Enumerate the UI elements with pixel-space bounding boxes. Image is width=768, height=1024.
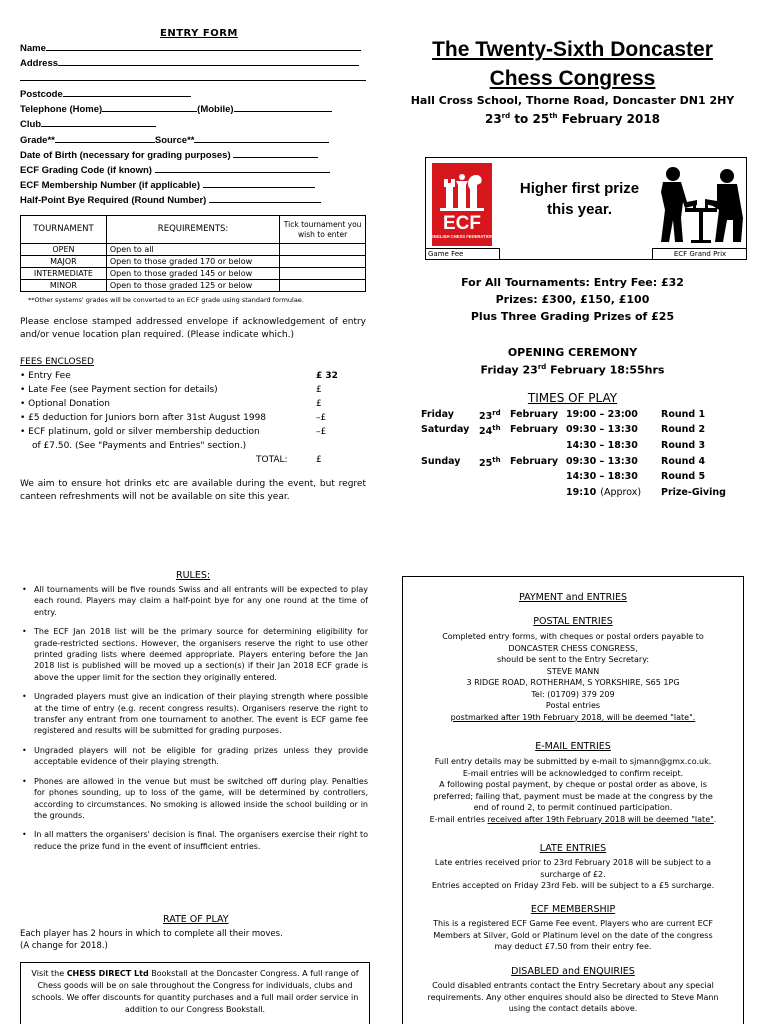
table-header: REQUIREMENTS: [106, 216, 279, 244]
address-field[interactable]: Address [20, 57, 359, 69]
rule-item: • All tournaments will be five rounds Swiss and all entrants will be expected to play each round. Players may claim a half-point bye for any one round at the time of entry. [20, 584, 368, 618]
table-row: MAJOR Open to those graded 170 or below [21, 256, 366, 268]
schedule-round: Round 4 [661, 456, 706, 467]
disabled-text: Could disabled entrants contact the Entry Secretary about any special requirements. Any other enquires should also be directed to Steve Mann using the contact details above. [427, 981, 719, 1013]
email-text: Full entry details may be submitted by e-mail to sjmann@gmx.co.uk. E-mail entries will be acknowledged to confirm receipt. A following postal payment, by cheque or postal order as above, is preferred; failing that, payment must be made at the congress by the end of round 2, to permit continued participation. E-mail entries received after 19th February 2018 will be deemed "late". [429, 757, 717, 824]
schedule-round: Round 3 [661, 440, 706, 451]
telephone-field[interactable]: Telephone (Home) (Mobile) [20, 103, 332, 115]
rule-item: • Ungraded players will not be eligible for grading prizes unless they provide acceptable evidence of their playing strength. [20, 745, 368, 768]
grade-field[interactable]: Grade** Source** [20, 134, 329, 146]
ecf-code-field[interactable]: ECF Grading Code (if known) [20, 164, 330, 176]
schedule-month: February [510, 409, 559, 420]
hot-drinks-note: We aim to ensure hot drinks etc are available during the event, but regret canteen refreshments will not be available on site this year. [20, 479, 366, 502]
dob-field[interactable]: Date of Birth (necessary for grading purposes) [20, 149, 318, 161]
ecf-membership-field[interactable]: ECF Membership Number (if applicable) [20, 179, 315, 191]
schedule-date: 24th [479, 424, 501, 438]
schedule-time: 19:10 (Approx) [566, 487, 642, 498]
tick-box-minor[interactable] [280, 280, 366, 292]
higher-prize-text: Higher first prize this year. [519, 180, 640, 218]
chess-players-icon [657, 162, 745, 246]
schedule-time: 14:30 – 18:30 [566, 440, 638, 451]
ecf-membership-title: ECF MEMBERSHIP [530, 904, 616, 915]
fee-cont: of £7.50. (See "Payments and Entries" section.) [32, 441, 247, 451]
fee-amount[interactable]: –£ [316, 427, 327, 437]
schedule-round: Round 2 [661, 424, 706, 435]
tick-box-major[interactable] [280, 256, 366, 268]
ceremony-time: Friday 23rd February 18:55hrs [480, 363, 665, 377]
prizes-line: Prizes: £300, £150, £100 [495, 293, 650, 306]
postcode-field[interactable]: Postcode [20, 88, 191, 100]
schedule-day: Saturday [421, 424, 470, 435]
schedule-day: Sunday [421, 456, 461, 467]
rate-text: Each player has 2 hours in which to complete all their moves. (A change for 2018.) [20, 929, 283, 951]
chess-direct-text: Visit the CHESS DIRECT Ltd Bookstall at the Doncaster Congress. A full range of Chess goods will be on sale throughout the Congress for individuals, clubs and schools. We offer discounts for quantity purchases and a full mail order service in addition to our Congress Bookstall. [31, 969, 359, 1014]
fee-amount[interactable]: £ [316, 385, 322, 395]
fees-title: FEES ENCLOSED [20, 357, 94, 367]
schedule-month: February [510, 456, 559, 467]
schedule-date: 23rd [479, 409, 501, 423]
fee-item: • Late Fee (see Payment section for details) [20, 385, 218, 395]
page-title-line2: Chess Congress [489, 67, 656, 90]
schedule-round: Round 5 [661, 471, 706, 482]
schedule-round: Round 1 [661, 409, 706, 420]
postal-title: POSTAL ENTRIES [533, 616, 613, 627]
entry-fee-line: For All Tournaments: Entry Fee: £32 [461, 276, 684, 289]
schedule-round: Prize-Giving [661, 487, 726, 498]
late-title: LATE ENTRIES [539, 843, 607, 854]
postal-text: Completed entry forms, with cheques or postal orders payable to DONCASTER CHESS CONGRESS, should be sent to the Entry Secretary: STEVE MANN 3 RIDGE ROAD, ROTHERHAM, S YORKSHIRE, S65 1PG Tel: (01709) 379 209 Postal entries postmarked after 19th February 2018, will be deemed "late". [442, 632, 704, 722]
times-title: TIMES OF PLAY [527, 391, 618, 405]
grand-prix-label: ECF Grand Prix [652, 248, 747, 259]
ecf-membership-text: This is a registered ECF Game Fee event. Players who are current ECF Members at Silver, Gold or Platinum level on the date of the congress may deduct £7.50 from their entry fee. [433, 919, 713, 951]
email-title: E-MAIL ENTRIES [535, 741, 611, 752]
fee-item: • Optional Donation [20, 399, 110, 409]
fee-item: • £5 deduction for Juniors born after 31st August 1998 [20, 413, 267, 423]
rules-title: RULES: [176, 570, 211, 581]
schedule-time: 09:30 – 13:30 [566, 424, 638, 435]
fee-item: • ECF platinum, gold or silver membership deduction [20, 427, 260, 437]
tick-box-open[interactable] [280, 244, 366, 256]
address-line-2[interactable] [20, 72, 366, 84]
schedule-time: 19:00 – 23:00 [566, 409, 638, 420]
late-text: Late entries received prior to 23rd February 2018 will be subject to a surcharge of £2. Entries accepted on Friday 23rd Feb. will be subject to a £5 surcharge. [431, 858, 715, 890]
schedule-day: Friday [421, 409, 454, 420]
tick-box-intermediate[interactable] [280, 268, 366, 280]
game-fee-label: Game Fee [425, 248, 500, 259]
table-row: OPEN Open to all [21, 244, 366, 256]
rules-list [20, 584, 368, 860]
grading-prizes-line: Plus Three Grading Prizes of £25 [470, 310, 675, 323]
schedule-time: 09:30 – 13:30 [566, 456, 638, 467]
ecf-letters: ECF [443, 213, 481, 234]
rule-item: • The ECF Jan 2018 list will be the primary source for determining eligibility for grade-restricted sections. However, the organisers reserve the right to use other printed grading lists where deemed appropriate. Players entering before the Jan 2018 list is published will be moved up a section(s) if their Jan 2018 ECF grade is above the upper limit for the section they originally entered. [20, 626, 368, 683]
envelope-note: Please enclose stamped addressed envelope if acknowledgement of entry and/or venue location plan required. (Please indicate which.) [20, 317, 366, 340]
table-row: INTERMEDIATE Open to those graded 145 or below [21, 268, 366, 280]
ecf-sub: ENGLISH CHESS FEDERATION [432, 234, 492, 239]
club-field[interactable]: Club [20, 118, 156, 130]
tournament-table [20, 215, 366, 292]
name-field[interactable]: Name [20, 42, 361, 54]
rule-item: • Phones are allowed in the venue but must be switched off during play. Penalties for phones sounding, up to loss of the game, will be determined by controllers, according to circumstances. No smoking is allowed inside the school building or in the grounds. [20, 776, 368, 822]
rule-item: • In all matters the organisers' decision is final. The organisers exercise their right to reduce the prize fund in the event of insufficient entries. [20, 829, 368, 852]
ecf-logo [432, 163, 492, 246]
table-row: MINOR Open to those graded 125 or below [21, 280, 366, 292]
disabled-title: DISABLED and ENQUIRIES [511, 966, 635, 977]
schedule-date: 25th [479, 456, 501, 470]
half-point-field[interactable]: Half-Point Bye Required (Round Number) [20, 194, 321, 206]
entry-form-title: ENTRY FORM [160, 28, 238, 39]
fee-amount[interactable]: £ [316, 399, 322, 409]
page-title: The Twenty-Sixth Doncaster [432, 38, 713, 61]
fee-item: • Entry Fee [20, 371, 71, 381]
total-label: TOTAL: [256, 455, 288, 465]
payment-title: PAYMENT and ENTRIES [518, 592, 628, 603]
grades-note: **Other systems' grades will be converted to an ECF grade using standard formulae. [28, 296, 304, 304]
table-header: Tick tournament you wish to enter [280, 216, 366, 244]
table-header: TOURNAMENT [21, 216, 107, 244]
venue: Hall Cross School, Thorne Road, Doncaster DN1 2HY [410, 94, 735, 107]
rule-item: • Ungraded players must give an indication of their playing strength where possible at the time of entry (e.g. recent congress results). Organisers reserve the right to transfer any entrant from one tournament to another. The event is ECF game fee registered and results will be submitted for grading purposes. [20, 691, 368, 737]
schedule-month: February [510, 424, 559, 435]
fee-amount[interactable]: £ 32 [316, 371, 338, 381]
total-amount[interactable]: £ [316, 455, 322, 465]
ceremony-title: OPENING CEREMONY [507, 346, 638, 359]
rate-title: RATE OF PLAY [163, 914, 229, 925]
fee-amount[interactable]: –£ [316, 413, 327, 423]
event-dates: 23rd to 25th February 2018 [484, 112, 661, 126]
schedule-time: 14:30 – 18:30 [566, 471, 638, 482]
